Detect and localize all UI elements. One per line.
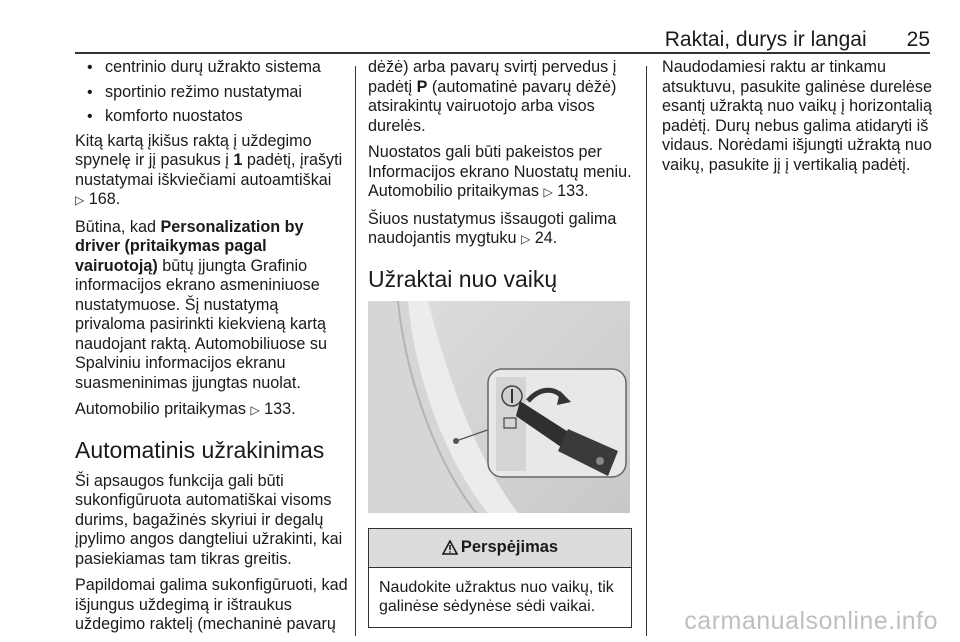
child-lock-illustration bbox=[368, 301, 630, 513]
header-rule bbox=[75, 52, 930, 54]
list-item: • sportinio režimo nustatymai bbox=[75, 83, 350, 103]
section-heading: Užraktai nuo vaikų bbox=[368, 265, 558, 292]
page-ref: 133. bbox=[264, 400, 296, 418]
warning-box bbox=[368, 528, 632, 628]
paragraph: Ši apsaugos funkcija gali būti sukonfigūruota automatiškai visoms durims, bagažinės skyriui ir degalų įpylimo angos dangteliui užrakinti, kai pasiekiamas tam tikras greitis. bbox=[75, 471, 343, 568]
paragraph: Būtina, kad Personalization by driver (pritaikymas pagal vairuotoją) būtų įjungta Grafinio informacijos ekrano asmeniniuose nustatymuose. Šį nustatymą privaloma pasirinkti kiekvieną kartą naudojant raktą. Automobiliuose su Spalviniu informacijos ekranu suasmeninimas įjungtas nuolat. bbox=[75, 217, 327, 392]
paragraph: dėžė) arba pavarų svirtį pervedus į padėtį P (automatinė pavarų dėžė) atsirakintų vairuotojo arba visos durelės. bbox=[368, 58, 617, 135]
list-item: • komforto nuostatos bbox=[75, 107, 350, 127]
column-3 bbox=[662, 58, 932, 182]
paragraph: Kitą kartą įkišus raktą į uždegimo spynelę ir jį pasukus į 1 padėtį, įrašyti nustatymai iškviečiami autoamtiškai ▷ 168. bbox=[75, 131, 343, 208]
page-header bbox=[75, 28, 930, 52]
door-lock-drawing bbox=[368, 301, 630, 513]
warning-triangle-icon bbox=[442, 540, 458, 555]
warning-title: Perspėjimas bbox=[460, 537, 559, 556]
settings-list bbox=[75, 58, 350, 127]
warning-text: Naudokite užraktus nuo vaikų, tik galinėse sėdynėse sėdi vaikai. bbox=[379, 578, 614, 615]
list-item: • centrinio durų užrakto sistema bbox=[75, 58, 350, 78]
column-1 bbox=[75, 58, 350, 642]
watermark: carmanualsonline.info bbox=[684, 607, 938, 635]
paragraph: Nuostatos gali būti pakeistos per Informacijos ekrano Nuostatų meniu. Automobilio pritaikymas ▷ 133. bbox=[368, 143, 632, 200]
column-2 bbox=[368, 58, 636, 628]
page-ref-icon: ▷ bbox=[75, 193, 85, 207]
page-ref-icon: ▷ bbox=[543, 185, 553, 199]
column-divider-1 bbox=[355, 66, 356, 636]
paragraph: Automobilio pritaikymas ▷ 133. bbox=[75, 400, 296, 418]
section-title: Raktai, durys ir langai bbox=[664, 28, 867, 51]
section-heading: Automatinis užrakinimas bbox=[75, 436, 325, 463]
page-ref-icon: ▷ bbox=[520, 232, 531, 246]
page-ref: 24. bbox=[534, 229, 558, 247]
page-ref: 168. bbox=[88, 190, 121, 208]
paragraph: Šiuos nustatymus išsaugoti galima naudojantis mygtuku ▷ 24. bbox=[368, 209, 617, 247]
column-divider-2 bbox=[646, 66, 647, 636]
page-ref: 133. bbox=[557, 182, 589, 200]
paragraph: Papildomai galima sukonfigūruoti, kad išjungus uždegimą ir ištraukus uždegimo raktelį (mechaninė pavarų bbox=[75, 576, 348, 633]
warning-header bbox=[369, 529, 631, 568]
paragraph: Naudodamiesi raktu ar tinkamu atsuktuvu, pasukite galinėse durelėse esantį užraktą nuo vaikų į horizontalią padėtį. Durų nebus galima atidaryti iš vidaus. Norėdami išjungti užraktą nuo vaikų, pasukite jį į vertikalią padėtį. bbox=[662, 58, 932, 174]
page-number: 25 bbox=[906, 28, 930, 51]
page-ref-icon: ▷ bbox=[250, 403, 260, 417]
